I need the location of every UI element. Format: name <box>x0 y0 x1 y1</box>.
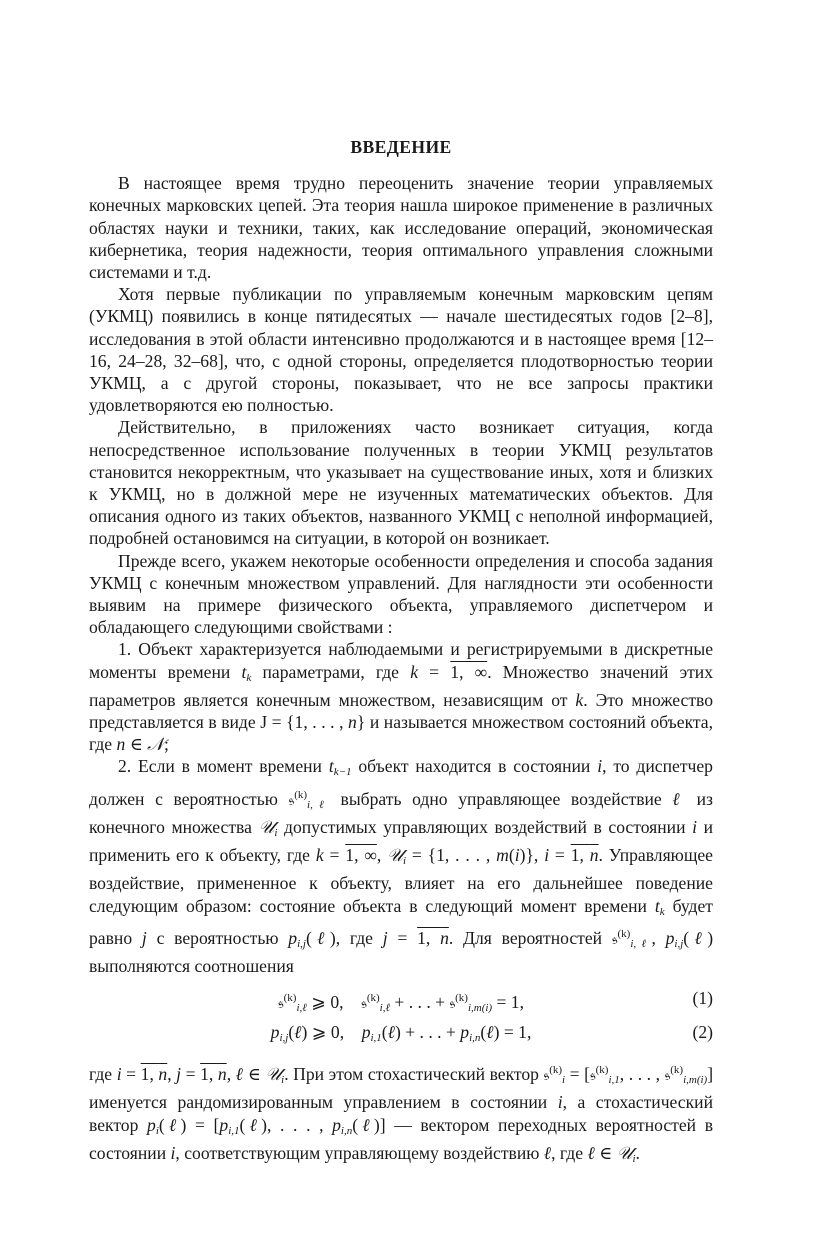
page-title: ВВЕДЕНИЕ <box>350 137 452 157</box>
paragraph-1: В настоящее время трудно переоценить значение теории управляемых конечных марковских цепей. Эта теория нашла широкое применение в различных областях науки и техники, таких, как исследование операций, экономическая кибернетика, теория надежности, теория оптимального управления сложными системами и т.д. <box>89 173 713 283</box>
page-content <box>89 136 713 1170</box>
equation-1-number: (1) <box>692 988 713 1009</box>
list-item-2: 2. Если в момент времени $t_{k-1}$ объект находится в состоянии i, то диспетчер должен с вероятностью 𝔰$^{(k)}_{i,\ell}$ выбрать одно управляющее воздействие ℓ из конечного множества 𝒰$_i$ допустимых управляющих воздействий в состоянии i и применить его к объекту, где k = 1, ∞, 𝒰$_i$ = {1, . . . , m(i)}, i = 1, n. Управляющее воздействие, примененное к объекту, влияет на его дальнейшее поведение следующим образом: состояние объекта в следующий момент времени $t_k$ будет равно j с вероятностью $p_{i,j}(\ell)$, где j = 1, n. Для вероятностей 𝔰$^{(k)}_{i,\ell}$, $p_{i,j}(\ell)$ выполняются соотношения <box>89 756 714 976</box>
paragraph-4: Прежде всего, укажем некоторые особенности определения и способа задания УКМЦ с конечным множеством управлений. Для наглядности эти особенности выявим на примере физического объекта, управляемого диспетчером и обладающего следующими свойствами : <box>89 550 713 638</box>
paragraph-3: Действительно, в приложениях часто возникает ситуация, когда непосредственное использование полученных в теории УКМЦ результатов становится некорректным, что указывает на существование иных, хотя и близких к УКМЦ, но в должной мере не изученных математических объектов. Для описания одного из таких объектов, названного УКМЦ с неполной информацией, подробней остановимся на ситуации, в которой он возникает. <box>89 417 713 549</box>
list-item-1: 1. Объект характеризуется наблюдаемыми и регистрируемыми в дискретные моменты времени $t_k$ параметрами, где k = 1, ∞. Множество значений этих параметров является конечным множеством, независящим от k. Это множество представляется в виде J = {1, . . . , n} и называется множеством состояний объекта, где n ∈ 𝒩; <box>89 639 714 755</box>
closing-paragraph: где i = 1, n, j = 1, n, ℓ ∈ 𝒰$_i$. При этом стохастический вектор 𝔰$^{(k)}_i$ = [𝔰$^{(k)}_{i,1}$, . . . , 𝔰$^{(k)}_{i,m(i)}$] именуется рандомизированным управлением в состоянии i, а стохастический вектор $p_i(\ell)$ = [$p_{i,1}(\ell)$, . . . , $p_{i,n}(\ell)$] — вектором переходных вероятностей в состоянии i, соответствующим управляющему воздействию ℓ, где ℓ ∈ 𝒰$_i$. <box>89 1064 714 1165</box>
equation-1: 𝔰$^{(k)}_{i,\ell}$ ⩾ 0, 𝔰$^{(k)}_{i,\ell}$ + . . . + 𝔰$^{(k)}_{i,m(i)}$ = 1, (1) <box>89 985 713 1011</box>
paragraph-2: Хотя первые публикации по управляемым конечным марковским цепям (УКМЦ) появились в конце пятидесятых — начале шестидесятых годов [2–8], исследования в этой области интенсивно продолжаются и в настоящее время [12–16, 24–28, 32–68], что, с одной стороны, определяется плодотворностью теории УКМЦ, а с другой стороны, показывает, что не все запросы практики удовлетворяются ею полностью. <box>89 284 713 416</box>
equation-2-number: (2) <box>692 1022 713 1043</box>
equation-2: $p_{i,j}(\ell)$ ⩾ 0, $p_{i,1}(\ell)$ + . . . + $p_{i,n}(\ell) = 1$, (2) <box>89 1019 713 1045</box>
